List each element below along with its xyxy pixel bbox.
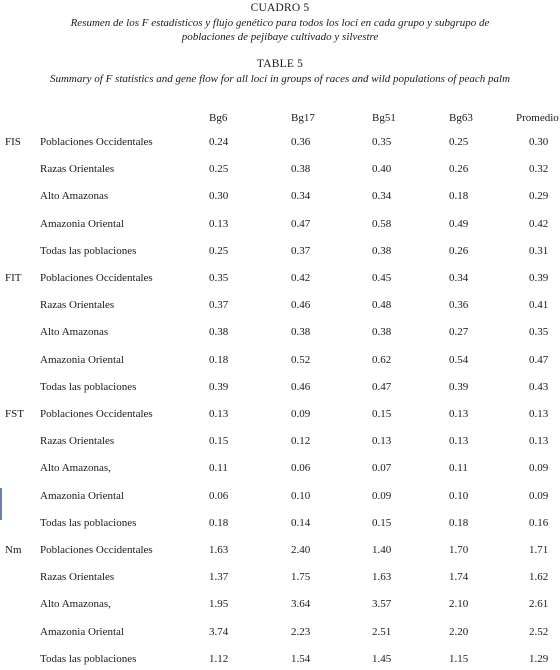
table-cell: 0.40	[372, 163, 392, 176]
table-cell: 0.35	[372, 136, 392, 148]
table-cell: 0.06	[291, 462, 311, 475]
group-label: FIS	[5, 136, 21, 148]
table-cell: 0.38	[372, 244, 392, 257]
table-cell: 0.11	[209, 462, 228, 475]
group-label: Nm	[5, 544, 22, 556]
row-label: Razas Orientales	[40, 571, 115, 584]
table-cell: 1.37	[209, 571, 229, 584]
row-label: Amazonia Oriental	[40, 625, 124, 638]
table-cell: 0.13	[209, 408, 229, 420]
row-label: Amazonia Oriental	[40, 217, 124, 230]
table-cell: 0.24	[209, 136, 229, 148]
group-label: FST	[5, 408, 24, 420]
table-cell: 0.49	[449, 217, 469, 230]
column-header: Bg51	[372, 112, 396, 124]
column-header: Bg17	[291, 112, 315, 124]
row-label: Todas las poblaciones	[40, 380, 137, 393]
table-cell: 0.13	[449, 408, 469, 420]
table-cell: 0.11	[449, 462, 468, 475]
table-cell: 0.46	[291, 299, 311, 312]
table-cell: 0.16	[529, 516, 549, 529]
table-cell: 1.15	[449, 652, 469, 665]
table-cell: 0.35	[529, 326, 549, 339]
table-title-es: CUADRO 5	[250, 2, 310, 14]
row-label: Alto Amazonas,	[40, 598, 111, 611]
table-title-en: TABLE 5	[256, 58, 304, 70]
table-cell: 0.29	[529, 190, 549, 203]
table-subtitle-en: Summary of F statistics and gene flow for all loci in groups of races and wild populations of peach palm	[49, 73, 511, 85]
table-cell: 0.38	[209, 326, 229, 339]
page-edge-marker	[0, 488, 2, 520]
row-label: Poblaciones Occidentales	[40, 408, 153, 420]
table-cell: 0.47	[372, 380, 392, 393]
table-cell: 1.71	[529, 544, 549, 556]
table-cell: 0.13	[529, 408, 549, 420]
table-cell: 0.09	[529, 462, 549, 475]
table-cell: 0.47	[529, 353, 549, 366]
table-cell: 0.25	[209, 244, 229, 257]
row-label: Alto Amazonas	[40, 190, 109, 203]
table-cell: 0.25	[209, 163, 229, 176]
table-cell: 0.15	[372, 516, 392, 529]
table-cell: 0.18	[449, 190, 469, 203]
table-cell: 0.37	[209, 299, 229, 312]
row-label: Razas Orientales	[40, 299, 115, 312]
table-cell: 0.38	[372, 326, 392, 339]
table-cell: 0.35	[209, 272, 229, 284]
table-cell: 0.18	[449, 516, 469, 529]
row-label: Razas Orientales	[40, 163, 115, 176]
table-cell: 1.54	[291, 652, 311, 665]
table-cell: 2.51	[372, 625, 392, 638]
table-cell: 0.58	[372, 217, 392, 230]
table-cell: 2.10	[449, 598, 469, 611]
table-cell: 0.06	[209, 489, 229, 502]
row-label: Amazonia Oriental	[40, 489, 124, 502]
column-header: Bg63	[449, 112, 473, 124]
table-cell: 0.42	[291, 272, 311, 284]
table-cell: 0.10	[291, 489, 311, 502]
table-cell: 0.26	[449, 244, 469, 257]
table-cell: 0.27	[449, 326, 469, 339]
table-cell: 0.39	[529, 272, 549, 284]
row-label: Amazonia Oriental	[40, 353, 124, 366]
group-label: FIT	[5, 272, 22, 284]
table-cell: 1.62	[529, 571, 549, 584]
table-cell: 0.46	[291, 380, 311, 393]
table-cell: 1.40	[372, 544, 392, 556]
row-label: Todas las poblaciones	[40, 516, 137, 529]
row-label: Todas las poblaciones	[40, 244, 137, 257]
table-cell: 1.12	[209, 652, 229, 665]
table-cell: 0.30	[209, 190, 229, 203]
table-cell: 2.61	[529, 598, 549, 611]
table-cell: 2.40	[291, 544, 311, 556]
table-cell: 1.95	[209, 598, 229, 611]
table-cell: 0.18	[209, 516, 229, 529]
row-label: Razas Orientales	[40, 435, 115, 448]
table-cell: 1.29	[529, 652, 549, 665]
table-cell: 0.47	[291, 217, 311, 230]
table-cell: 0.12	[291, 435, 311, 448]
column-header: Bg6	[209, 112, 228, 124]
table-cell: 1.75	[291, 571, 311, 584]
table-cell: 0.42	[529, 217, 549, 230]
table-cell: 0.13	[209, 217, 229, 230]
table-cell: 2.23	[291, 625, 311, 638]
table-cell: 0.15	[209, 435, 229, 448]
table-cell: 0.39	[449, 380, 469, 393]
table-cell: 0.62	[372, 353, 392, 366]
table-cell: 0.54	[449, 353, 469, 366]
table-cell: 0.38	[291, 163, 311, 176]
table-cell: 0.14	[291, 516, 311, 529]
table-cell: 3.74	[209, 625, 229, 638]
row-label: Poblaciones Occidentales	[40, 136, 153, 148]
table-cell: 0.48	[372, 299, 392, 312]
table-cell: 2.20	[449, 625, 469, 638]
table-cell: 0.15	[372, 408, 392, 420]
row-label: Alto Amazonas	[40, 326, 109, 339]
table-cell: 0.10	[449, 489, 469, 502]
table-cell: 0.32	[529, 163, 549, 176]
table-cell: 0.25	[449, 136, 469, 148]
table-cell: 0.09	[291, 408, 311, 420]
column-header: Promedio	[516, 112, 559, 124]
table-cell: 1.63	[209, 544, 229, 556]
table-cell: 0.31	[529, 244, 549, 257]
table-cell: 1.45	[372, 652, 392, 665]
table-cell: 0.09	[372, 489, 392, 502]
table-cell: 0.36	[291, 136, 311, 148]
table-cell: 0.30	[529, 136, 549, 148]
table-cell: 0.13	[372, 435, 392, 448]
table-cell: 0.36	[449, 299, 469, 312]
table-cell: 1.70	[449, 544, 469, 556]
table-cell: 0.34	[449, 272, 469, 284]
table-cell: 0.18	[209, 353, 229, 366]
table-cell: 2.52	[529, 625, 549, 638]
table-cell: 0.09	[529, 489, 549, 502]
table-cell: 0.41	[529, 299, 549, 312]
table-cell: 0.34	[372, 190, 392, 203]
table-cell: 0.43	[529, 380, 549, 393]
table-cell: 1.63	[372, 571, 392, 584]
table-cell: 3.57	[372, 598, 392, 611]
table-cell: 0.07	[372, 462, 392, 475]
table-cell: 0.45	[372, 272, 392, 284]
table-cell: 0.37	[291, 244, 311, 257]
table-cell: 3.64	[291, 598, 311, 611]
table-cell: 0.13	[449, 435, 469, 448]
row-label: Poblaciones Occidentales	[40, 544, 153, 556]
row-label: Poblaciones Occidentales	[40, 272, 153, 284]
table-cell: 0.52	[291, 353, 311, 366]
row-label: Alto Amazonas,	[40, 462, 111, 475]
table-subtitle-es: Resumen de los F estadísticos y flujo genético para todos los loci en cada grupo y subgrupo de poblaciones de pejibaye cultivado y silvestre	[70, 17, 490, 43]
table-cell: 0.38	[291, 326, 311, 339]
table-cell: 1.74	[449, 571, 469, 584]
row-label: Todas las poblaciones	[40, 652, 137, 665]
table-cell: 0.34	[291, 190, 311, 203]
table-cell: 0.39	[209, 380, 229, 393]
table-cell: 0.26	[449, 163, 469, 176]
table-cell: 0.13	[529, 435, 549, 448]
